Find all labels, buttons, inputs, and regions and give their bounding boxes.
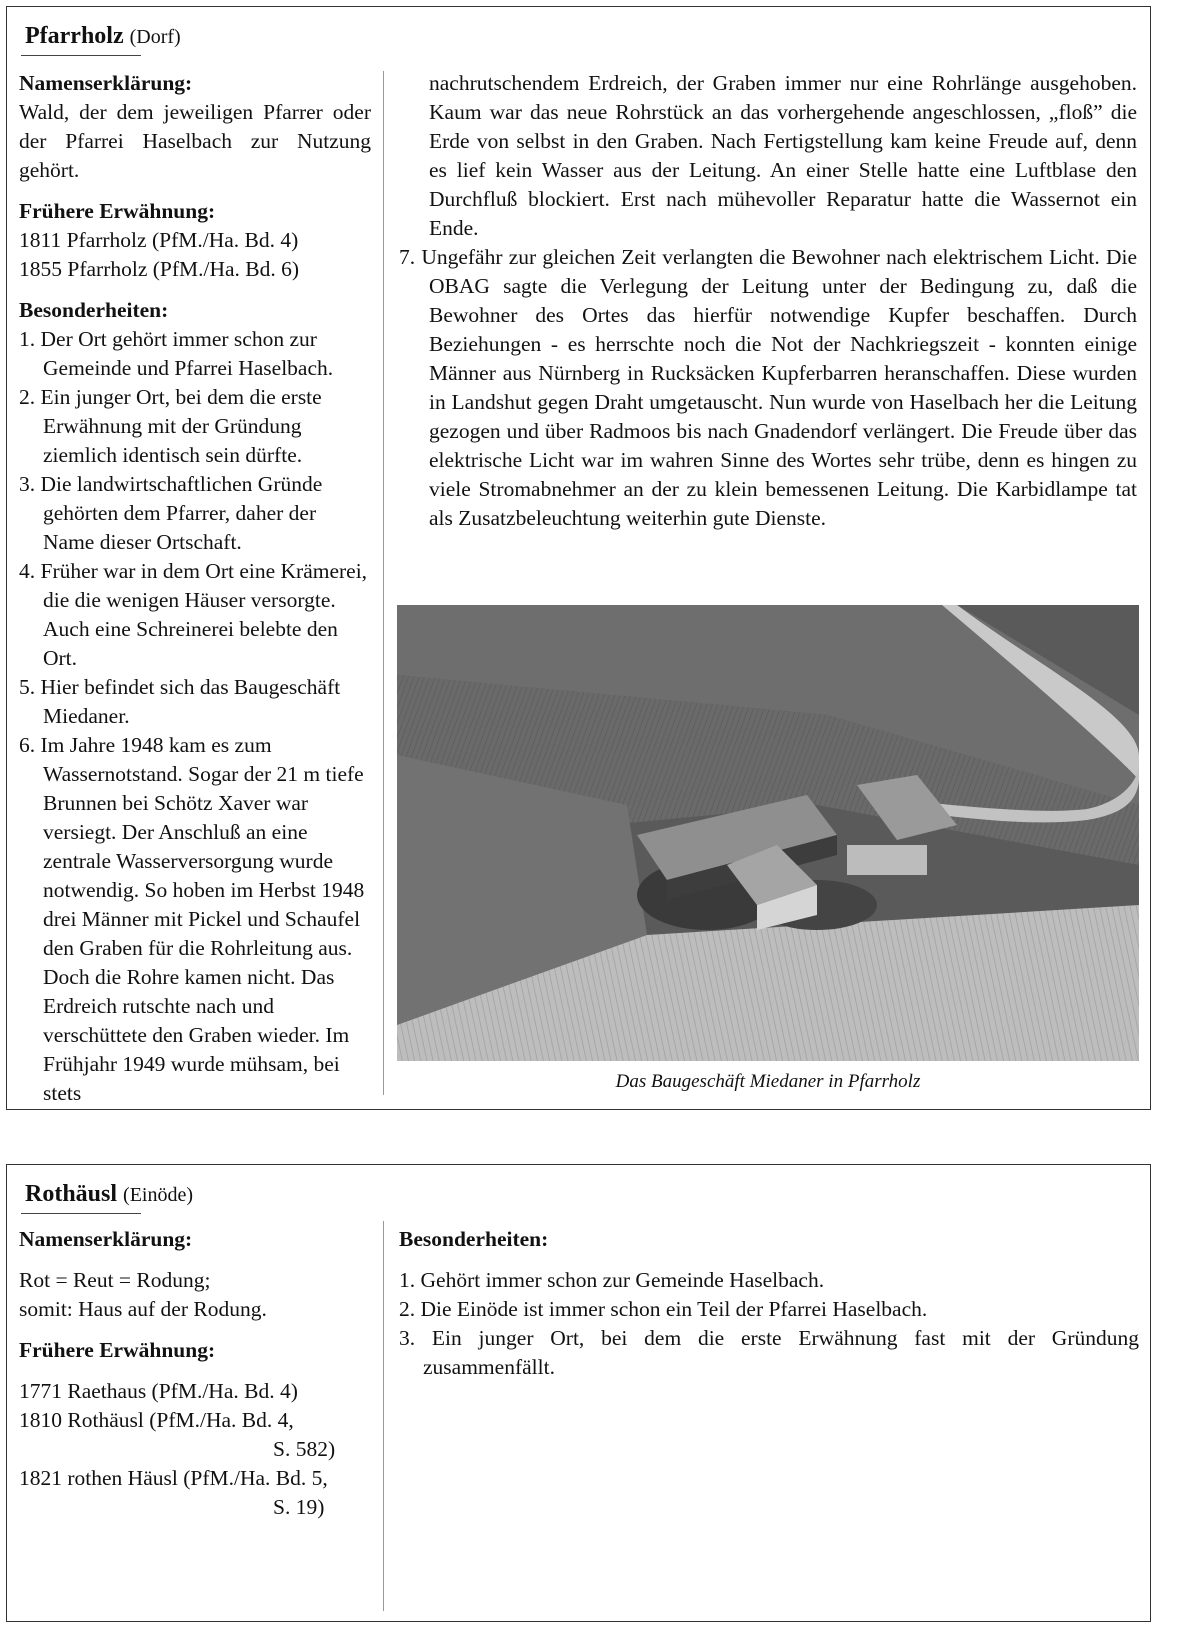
section-title [25, 21, 181, 52]
place-type: (Dorf) [129, 26, 181, 48]
title-rule [21, 55, 141, 56]
besonder-item: 4. Früher war in dem Ort eine Krämerei, die die wenigen Häuser versorgte. Auch eine Schreinerei belebte den Ort. [19, 559, 368, 670]
right-column [399, 1225, 1139, 1382]
besonder-heading: Besonderheiten: [19, 298, 169, 322]
namens-heading: Namenserklärung: [19, 71, 193, 95]
left-column [19, 1225, 371, 1522]
left-column [19, 69, 371, 1108]
section-title [25, 1179, 193, 1210]
frueher-heading: Frühere Erwähnung: [19, 199, 216, 223]
frueher-heading: Frühere Erwähnung: [19, 1338, 216, 1362]
frueher-line: 1821 rothen Häusl (PfM./Ha. Bd. 5, [19, 1466, 328, 1490]
frueher-item: 1811 Pfarrholz (PfM./Ha. Bd. 4) [19, 228, 299, 252]
place-name: Rothäusl [25, 1181, 118, 1207]
namens-line: Rot = Reut = Rodung; [19, 1268, 211, 1292]
frueher-line: 1771 Raethaus (PfM./Ha. Bd. 4) [19, 1379, 298, 1403]
place-type: (Einöde) [123, 1184, 194, 1206]
besonder-item: 3. Die landwirtschaftlichen Gründe gehörten dem Pfarrer, daher der Name dieser Ortschaft. [19, 472, 323, 554]
continuation-text: nachrutschendem Erdreich, der Graben immer nur eine Rohrlänge ausgehoben. Kaum war das neue Rohrstück an das vorhergehende angeschlossen, „floß” die Erde von selbst in den Graben. Nach Fertigstellung kam keine Freude auf, denn es lief kein Wasser aus der Leitung. An einer Stelle hatte eine Luftblase den Durchfluß blockiert. Erst nach mühevoller Reparatur hatte die Wassernot ein Ende. [429, 71, 1137, 240]
title-rule [21, 1213, 141, 1214]
besonder-item: 1. Der Ort gehört immer schon zur Gemeinde und Pfarrei Haselbach. [19, 327, 334, 380]
aerial-photo [397, 605, 1139, 1061]
besonder-heading: Besonderheiten: [399, 1227, 549, 1251]
besonder-item: 5. Hier befindet sich das Baugeschäft Miedaner. [19, 675, 341, 728]
besonder-item: 1. Gehört immer schon zur Gemeinde Haselbach. [399, 1268, 825, 1292]
besonder-item: 3. Ein junger Ort, bei dem die erste Erwähnung fast mit der Gründung zusammenfällt. [399, 1326, 1139, 1379]
frueher-line: S. 582) [273, 1437, 336, 1461]
column-divider [383, 71, 384, 1095]
besonder-item: 2. Ein junger Ort, bei dem die erste Erwähnung mit der Gründung ziemlich identisch sein dürfte. [19, 385, 322, 467]
besonder-item: 2. Die Einöde ist immer schon ein Teil der Pfarrei Haselbach. [399, 1297, 928, 1321]
section-rothaeusl [6, 1164, 1151, 1622]
frueher-line: 1810 Rothäusl (PfM./Ha. Bd. 4, [19, 1408, 294, 1432]
right-column [399, 69, 1137, 533]
section-pfarrholz [6, 6, 1151, 1110]
column-divider [383, 1221, 384, 1611]
frueher-line: S. 19) [273, 1495, 325, 1519]
namens-line: somit: Haus auf der Rodung. [19, 1297, 267, 1321]
namens-text: Wald, der dem jeweiligen Pfarrer oder der Pfarrei Haselbach zur Nutzung gehört. [19, 100, 371, 182]
place-name: Pfarrholz [25, 23, 124, 49]
besonder-item: 6. Im Jahre 1948 kam es zum Wassernotstand. Sogar der 21 m tiefe Brunnen bei Schötz Xaver war versiegt. Der Anschluß an eine zentrale Wasserversorgung wurde notwendig. So hoben im Herbst 1948 drei Männer mit Pickel und Schaufel den Graben für die Rohrleitung aus. Doch die Rohre kamen nicht. Das Erdreich rutschte nach und verschüttete den Graben wieder. Im Frühjahr 1949 wurde mühsam, bei stets [19, 733, 365, 1105]
frueher-item: 1855 Pfarrholz (PfM./Ha. Bd. 6) [19, 257, 300, 281]
photo-caption: Das Baugeschäft Miedaner in Pfarrholz [615, 1071, 921, 1092]
besonder-item-7: 7. Ungefähr zur gleichen Zeit verlangten die Bewohner nach elektrischem Licht. Die OBAG sagte die Verlegung der Leitung unter der Bedingung zu, daß die Bewohner des Ortes das hierfür notwendige Kupfer beschaffen. Durch Beziehungen - es herrschte noch die Not der Nachkriegszeit - konnten einige Männer aus Nürnberg in Rucksäcken Kupferbarren heranschaffen. Diese wurden in Landshut gegen Draht umgetauscht. Nun wurde von Haselbach her die Leitung gezogen und über Radmoos bis nach Gnadendorf verlängert. Die Freude über das elektrische Licht war im wahren Sinne des Wortes sehr trübe, denn es hingen zu viele Stromabnehmer an der zu klein bemessenen Leitung. Die Karbidlampe tat als Zusatzbeleuchtung weiterhin gute Dienste. [399, 245, 1137, 530]
namens-heading: Namenserklärung: [19, 1227, 193, 1251]
aerial-photo-illustration [397, 605, 1139, 1061]
